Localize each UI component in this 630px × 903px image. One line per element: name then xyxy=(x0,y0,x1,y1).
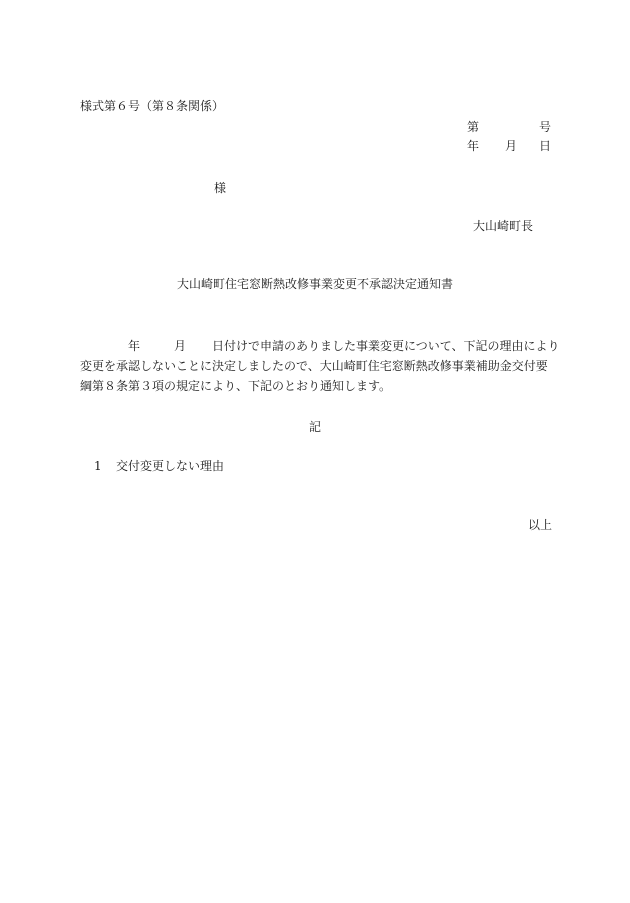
date-month-label: 月 xyxy=(505,139,518,153)
body-month-label: 月 xyxy=(174,339,187,353)
body-line-3: 綱第８条第３項の規定により、下記のとおり通知します。 xyxy=(80,379,392,393)
body-line-1 xyxy=(80,336,560,356)
form-number: 様式第６号（第８条関係） xyxy=(80,99,225,113)
issuer-name: 大山崎町長 xyxy=(473,219,534,233)
closing-ijo: 以上 xyxy=(528,518,553,532)
document-title: 大山崎町住宅窓断熱改修事業変更不承認決定通知書 xyxy=(176,277,453,291)
body-paragraph xyxy=(80,336,560,396)
document-number-prefix: 第 xyxy=(467,120,480,134)
list-item xyxy=(94,458,224,474)
date-day-label: 日 xyxy=(538,139,551,153)
body-line-2: 変更を承認しないことに決定しましたので、大山崎町住宅窓断熱改修事業補助金交付要 xyxy=(80,359,548,373)
body-line-1-text: 日付けで申請のありました事業変更について、下記の理由により xyxy=(212,339,560,353)
item-number: 1 xyxy=(94,459,102,473)
body-year-label: 年 xyxy=(128,339,141,353)
date-year-label: 年 xyxy=(467,139,480,153)
item-label: 交付変更しない理由 xyxy=(116,459,225,473)
ki-heading: 記 xyxy=(308,420,321,434)
addressee-honorific: 様 xyxy=(214,181,227,195)
document-number-suffix: 号 xyxy=(538,120,551,134)
